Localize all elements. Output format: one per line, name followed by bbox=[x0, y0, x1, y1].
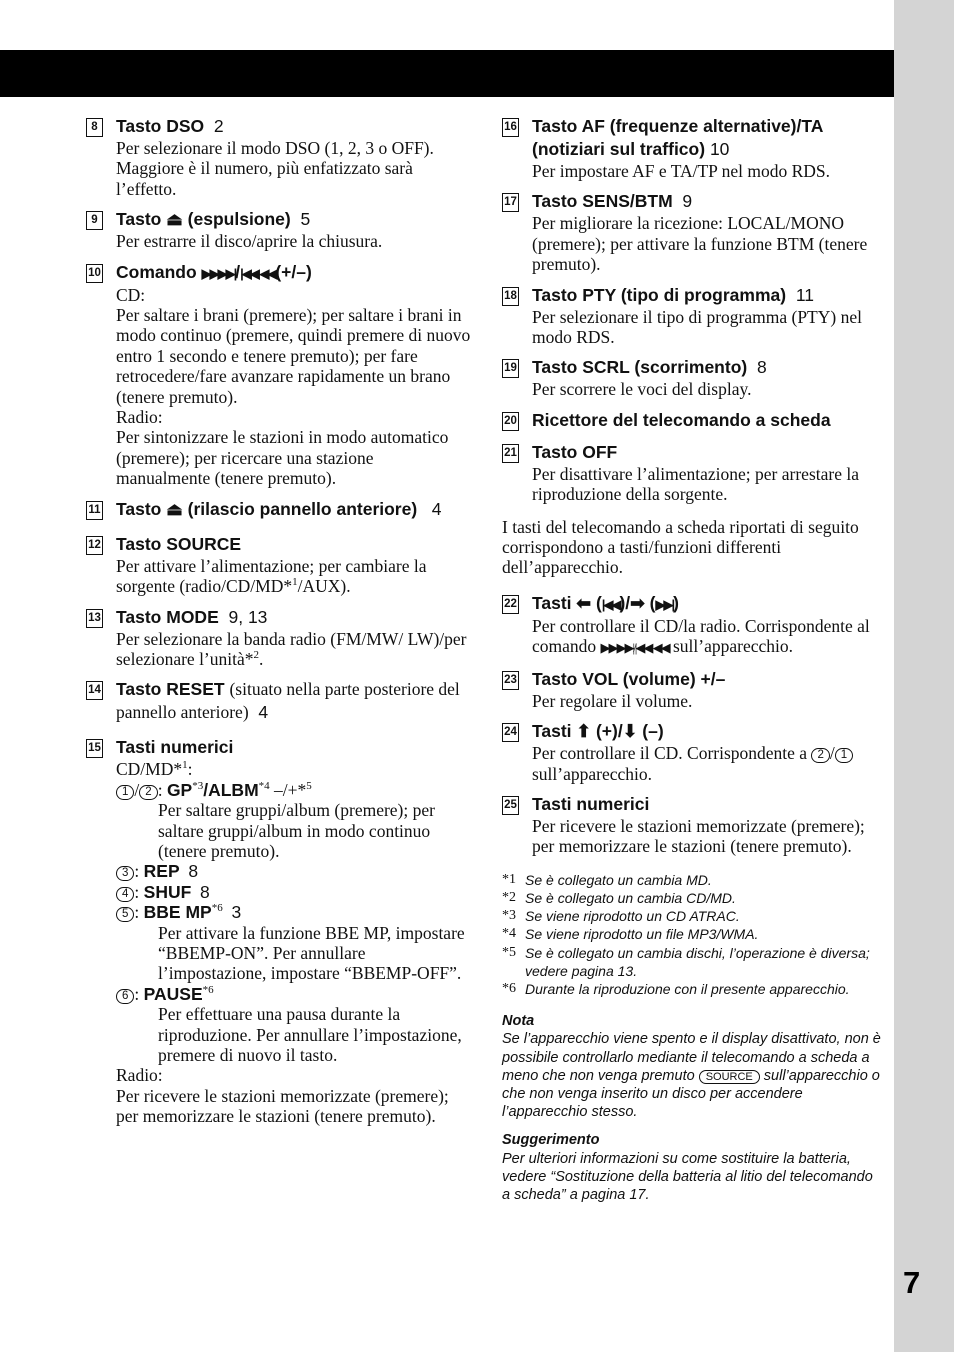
item-number: 8 bbox=[86, 118, 103, 137]
item-9 bbox=[86, 208, 471, 251]
item-title: Tasti ⬆ (+)/⬇ (–) bbox=[532, 721, 664, 742]
pause-description: Per effettuare una pausa durante la riproduzione. Per annullare l’impostazione, premere di nuovo il tasto. bbox=[158, 1004, 462, 1065]
key-3: 3 bbox=[116, 866, 134, 881]
bbe-line: 5 : BBE MP$^{*6}$ 3 bbox=[116, 902, 471, 922]
item-13 bbox=[86, 606, 471, 670]
radio-description: Per ricevere le stazioni memorizzate (premere); per memorizzare le stazioni (tenere premuto). bbox=[116, 1085, 449, 1127]
item-17 bbox=[502, 190, 884, 274]
item-number: 23 bbox=[502, 671, 519, 690]
item-description: Per impostare AF e TA/TP nel modo RDS. bbox=[532, 161, 831, 181]
item-number: 18 bbox=[502, 287, 519, 306]
item-description: Per scorrere le voci del display. bbox=[532, 379, 752, 400]
item-description: Per ricevere le stazioni memorizzate (premere); per memorizzare le stazioni (tenere premuto). bbox=[532, 815, 865, 857]
eject-icon: ⏏ bbox=[166, 209, 183, 230]
item-title: Tasti ⬅ (|◀◀)/➡ (▶▶|) bbox=[532, 592, 679, 613]
item-title: Tasto SENS/BTM 9 bbox=[532, 191, 693, 212]
note-block bbox=[502, 1012, 884, 1121]
key-6: 6 bbox=[116, 989, 134, 1004]
item-title: Tasto ⏏ (rilascio pannello anteriore) 4 bbox=[116, 498, 442, 519]
note-text: Se l’apparecchio viene spento e il display disattivato, non è possibile controllarlo mediante il telecomando a scheda a meno che non venga premuto SOURCE sull’apparecchio o che non venga inserito un disco per accendere l’apparecchio stesso. bbox=[502, 1031, 881, 1121]
item-description: Per selezionare il modo DSO (1, 2, 3 o OFF). Maggiore è il numero, più enfatizzato sarà l’effetto. bbox=[116, 138, 434, 199]
item-15 bbox=[86, 736, 471, 1126]
key-5: 5 bbox=[116, 907, 134, 922]
item-number: 25 bbox=[502, 796, 519, 815]
rep-line: 3 : REP 8 bbox=[116, 861, 471, 881]
item-title: Tasto SCRL (scorrimento) 8 bbox=[532, 357, 767, 378]
arrow-right-icon: ➡ bbox=[630, 592, 645, 613]
footnote: *6 Durante la riproduzione con il presente apparecchio. bbox=[502, 980, 850, 997]
item-number: 14 bbox=[86, 681, 103, 700]
item-description: Per controllare il CD/la radio. Corrispondente al comando ▶▶▶▶|/|◀◀ ◀◀ sull’apparecchio. bbox=[532, 615, 870, 657]
item-number: 17 bbox=[502, 193, 519, 212]
gp-albm-line: 1 / 2 : GP$^{*3}$/ALBM$^{*4}$ –/+*$^5$ bbox=[116, 780, 471, 800]
item-number: 11 bbox=[86, 501, 103, 520]
key-2: 2 bbox=[811, 748, 829, 763]
item-19 bbox=[502, 356, 884, 399]
cdmd-label: CD/MD*$^1$: bbox=[116, 759, 193, 780]
item-title: Tasto VOL (volume) +/– bbox=[532, 668, 726, 689]
item-title: Tasto MODE 9, 13 bbox=[116, 606, 268, 627]
item-12 bbox=[86, 533, 471, 597]
item-number: 19 bbox=[502, 359, 519, 378]
item-number: 10 bbox=[86, 264, 103, 283]
item-title: Tasti numerici bbox=[532, 793, 650, 814]
item-22 bbox=[502, 592, 884, 659]
cd-description: Per saltare i brani (premere); per saltare i brani in modo continuo (premere, quindi premere di nuovo entro 1 secondo e tenere premuto); per fare retrocedere/fare avanzare rapidamente un brano (tenere premuto). bbox=[116, 305, 471, 407]
footnote: *5 Se è collegato un cambia dischi, l’operazione è diversa; vedere pagina 13. bbox=[502, 944, 870, 979]
arrow-left-icon: ⬅ bbox=[576, 592, 592, 613]
radio-label: Radio: bbox=[116, 407, 163, 428]
item-number: 12 bbox=[86, 536, 103, 555]
item-title: Tasto SOURCE bbox=[116, 533, 242, 554]
item-description: Per controllare il CD. Corrispondente a 2 / 1 sull’apparecchio. bbox=[532, 743, 884, 784]
left-column bbox=[86, 115, 471, 1136]
item-title: Tasto DSO 2 bbox=[116, 116, 224, 136]
key-1: 1 bbox=[116, 785, 134, 800]
footnote: *1 Se è collegato un cambia MD. bbox=[502, 871, 712, 888]
gp-description: Per saltare gruppi/album (premere); per saltare gruppi/album in modo continuo (tenere premuto). bbox=[158, 800, 435, 861]
shuf-line: 4 : SHUF 8 bbox=[116, 882, 471, 902]
footnote: *4 Se viene riprodotto un file MP3/WMA. bbox=[502, 926, 759, 943]
source-key: SOURCE bbox=[699, 1070, 760, 1084]
right-column bbox=[502, 115, 884, 1204]
key-4: 4 bbox=[116, 887, 134, 902]
footnote: *3 Se viene riprodotto un CD ATRAC. bbox=[502, 908, 740, 925]
item-title: Tasto ⏏ (espulsione) 5 bbox=[116, 209, 311, 230]
footnote: *2 Se è collegato un cambia CD/MD. bbox=[502, 889, 736, 906]
seek-icons: ▶▶▶▶|/|◀◀ ◀◀ bbox=[600, 640, 669, 656]
intro-paragraph: I tasti del telecomando a scheda riportati di seguito corrispondono a tasti/funzioni differenti dell’apparecchio. bbox=[502, 516, 859, 578]
radio-description: Per sintonizzare le stazioni in modo automatico (premere); per ricercare una stazione manualmente (tenere premuto). bbox=[116, 427, 449, 489]
item-number: 24 bbox=[502, 723, 519, 742]
item-14 bbox=[86, 678, 471, 724]
footnotes bbox=[502, 871, 884, 998]
skip-forward-icon: ▶▶▶▶| bbox=[201, 265, 236, 281]
bbe-description: Per attivare la funzione BBE MP, impostare “BBEMP-ON”. Per annullare l’impostazione, impostare “BBEMP-OFF”. bbox=[158, 922, 465, 984]
item-description: Per disattivare l’alimentazione; per arrestare la riproduzione della sorgente. bbox=[532, 463, 859, 505]
item-21 bbox=[502, 441, 884, 505]
item-25 bbox=[502, 793, 884, 857]
item-number: 20 bbox=[502, 412, 519, 431]
pause-line: 6 : PAUSE$^{*6}$ bbox=[116, 984, 471, 1004]
item-description: Per attivare l’alimentazione; per cambiare la sorgente (radio/CD/MD*$^1$/AUX). bbox=[116, 555, 427, 597]
prev-track-icon: |◀◀ bbox=[601, 596, 620, 612]
panel-release-icon: ⏏ bbox=[166, 498, 183, 519]
item-title: Ricettore del telecomando a scheda bbox=[532, 409, 831, 430]
tip-text: Per ulteriori informazioni su come sostituire la batteria, vedere “Sostituzione della batteria al litio del telecomando a scheda” a pagina 17. bbox=[502, 1150, 873, 1203]
arrow-up-icon: ⬆ bbox=[576, 721, 592, 742]
item-23 bbox=[502, 668, 884, 711]
item-number: 13 bbox=[86, 609, 103, 628]
item-11 bbox=[86, 498, 471, 521]
key-2: 2 bbox=[139, 785, 157, 800]
skip-back-icon: |◀◀ ◀◀ bbox=[240, 265, 276, 281]
item-number: 9 bbox=[86, 211, 103, 230]
note-title: Nota bbox=[502, 1013, 535, 1030]
tip-title: Suggerimento bbox=[502, 1132, 600, 1149]
key-1: 1 bbox=[835, 748, 853, 763]
radio-label: Radio: bbox=[116, 1065, 163, 1086]
item-20 bbox=[502, 409, 884, 432]
page-edge-tab bbox=[894, 0, 954, 1352]
item-title: Tasto RESET (situato nella parte posteriore del pannello anteriore) 4 bbox=[116, 679, 460, 723]
item-24 bbox=[502, 720, 884, 784]
item-description: Per estrarre il disco/aprire la chiusura. bbox=[116, 231, 383, 252]
cd-label: CD: bbox=[116, 284, 146, 305]
item-10 bbox=[86, 261, 471, 489]
item-number: 15 bbox=[86, 739, 103, 758]
item-description: Per migliorare la ricezione: LOCAL/MONO (premere); per attivare la funzione BTM (tenere premuto). bbox=[532, 213, 868, 275]
item-16 bbox=[502, 115, 884, 181]
item-title: Tasti numerici bbox=[116, 737, 234, 758]
item-title: Comando ▶▶▶▶|/|◀◀ ◀◀(+/–) bbox=[116, 261, 312, 282]
item-number: 21 bbox=[502, 444, 519, 463]
item-title: Tasto AF (frequenze alternative)/TA (notiziari sul traffico) 10 bbox=[532, 116, 823, 159]
item-description: Per selezionare il tipo di programma (PTY) nel modo RDS. bbox=[532, 306, 862, 348]
item-number: 16 bbox=[502, 118, 519, 137]
item-title: Tasto PTY (tipo di programma) 11 bbox=[532, 284, 814, 305]
item-number: 22 bbox=[502, 595, 519, 614]
arrow-down-icon: ⬇ bbox=[622, 721, 638, 742]
tip-block bbox=[502, 1131, 884, 1204]
item-title: Tasto OFF bbox=[532, 441, 618, 462]
item-8 bbox=[86, 115, 471, 199]
item-description: Per selezionare la banda radio (FM/MW/ LW)/per selezionare l’unità*$^2$. bbox=[116, 628, 467, 669]
next-track-icon: ▶▶| bbox=[655, 596, 674, 612]
page-number: 7 bbox=[903, 1265, 921, 1300]
header-bar bbox=[0, 50, 894, 97]
item-18 bbox=[502, 284, 884, 348]
item-description: Per regolare il volume. bbox=[532, 690, 693, 711]
